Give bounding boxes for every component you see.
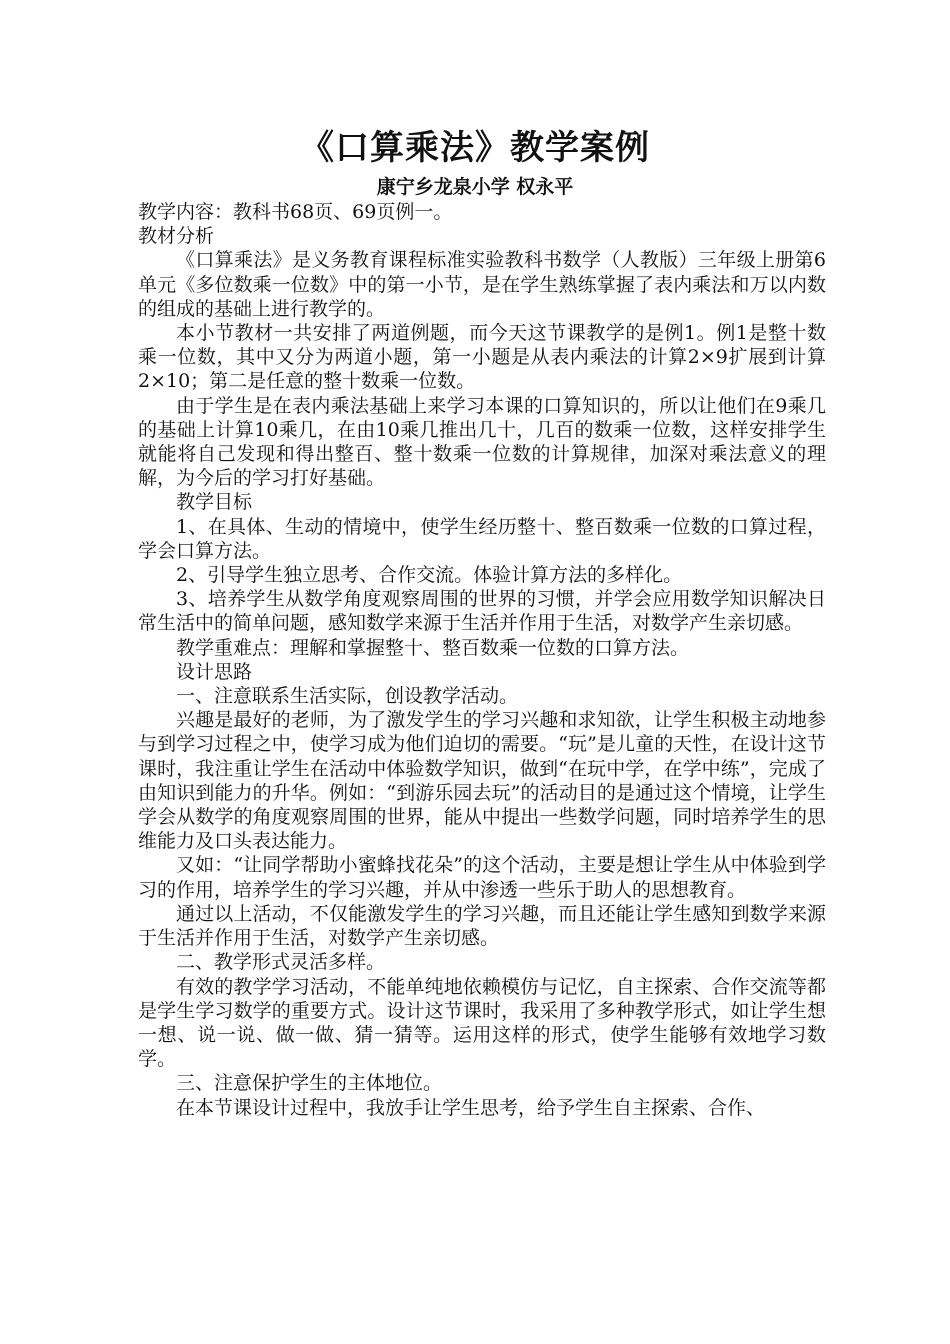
- document-body: [138, 200, 826, 1120]
- paragraph: 本小节教材一共安排了两道例题，而今天这节课教学的是例1。例1是整十数乘一位数，其中又分为两道小题，第一小题是从表内乘法的计算2×9扩展到计算2×10；第二是任意的整十数乘一位数。: [138, 322, 826, 393]
- paragraph: 《口算乘法》是义务教育课程标准实验教科书数学（人教版）三年级上册第6单元《多位数乘一位数》中的第一小节，是在学生熟练掌握了表内乘法和万以内数的组成的基础上进行教学的。: [138, 249, 826, 320]
- paragraph: 兴趣是最好的老师，为了激发学生的学习兴趣和求知欲，让学生积极主动地参与到学习过程之中，使学习成为他们迫切的需要。“玩”是儿童的天性，在设计这节课时，我注重让学生在活动中体验数学知识，做到“在玩中学，在学中练”，完成了由知识到能力的升华。例如：“到游乐园去玩”的活动目的是通过这个情境，让学生学会从数学的角度观察周围的世界，能从中提出一些数学问题，同时培养学生的思维能力及口头表达能力。: [138, 709, 826, 853]
- paragraph: 2、引导学生独立思考、合作交流。体验计算方法的多样化。: [176, 564, 683, 587]
- paragraph: 教学目标: [176, 491, 253, 514]
- paragraph: 有效的教学学习活动，不能单纯地依赖模仿与记忆，自主探索、合作交流等都是学生学习数学的重要方式。设计这节课时，我采用了多种教学形式，如让学生想一想、说一说、做一做、猜一猜等。运用这样的形式，使学生能够有效地学习数学。: [138, 975, 826, 1071]
- paragraph: 教学内容：教科书68页、69页例一。: [138, 201, 453, 223]
- paragraph: 由于学生是在表内乘法基础上来学习本课的口算知识的，所以让他们在9乘几的基础上计算10乘几，在由10乘几推出几十，几百的数乘一位数，这样安排学生就能将自己发现和得出整百、整十数乘一位数的计算规律，加深对乘法意义的理解，为今后的学习打好基础。: [138, 394, 826, 490]
- paragraph: 二、教学形式灵活多样。: [176, 951, 386, 974]
- paragraph: 教学重难点：理解和掌握整十、整百数乘一位数的口算方法。: [176, 636, 690, 659]
- document-author: 康宁乡龙泉小学 权永平: [376, 176, 574, 198]
- paragraph: 通过以上活动，不仅能激发学生的学习兴趣，而且还能让学生感知到数学来源于生活并作用于生活，对数学产生亲切感。: [138, 902, 826, 950]
- paragraph: 三、注意保护学生的主体地位。: [176, 1072, 443, 1095]
- paragraph: 3、培养学生从数学角度观察周围的世界的习惯，并学会应用数学知识解决日常生活中的简单问题，感知数学来源于生活并作用于生活，对数学产生亲切感。: [138, 588, 826, 635]
- paragraph: 教材分析: [138, 225, 215, 248]
- document-title: 《口算乘法》教学案例: [300, 128, 650, 168]
- paragraph: 一、注意联系生活实际，创设教学活动。: [176, 685, 519, 708]
- paragraph: 设计思路: [176, 660, 253, 683]
- paragraph: 又如：“让同学帮助小蜜蜂找花朵”的这个活动，主要是想让学生从中体验到学习的作用，培养学生的学习兴趣，并从中渗透一些乐于助人的思想教育。: [138, 854, 826, 901]
- paragraph: 在本节课设计过程中，我放手让学生思考，给予学生自主探索、合作、: [176, 1096, 766, 1119]
- paragraph: 1、在具体、生动的情境中，使学生经历整十、整百数乘一位数的口算过程，学会口算方法。: [138, 515, 826, 562]
